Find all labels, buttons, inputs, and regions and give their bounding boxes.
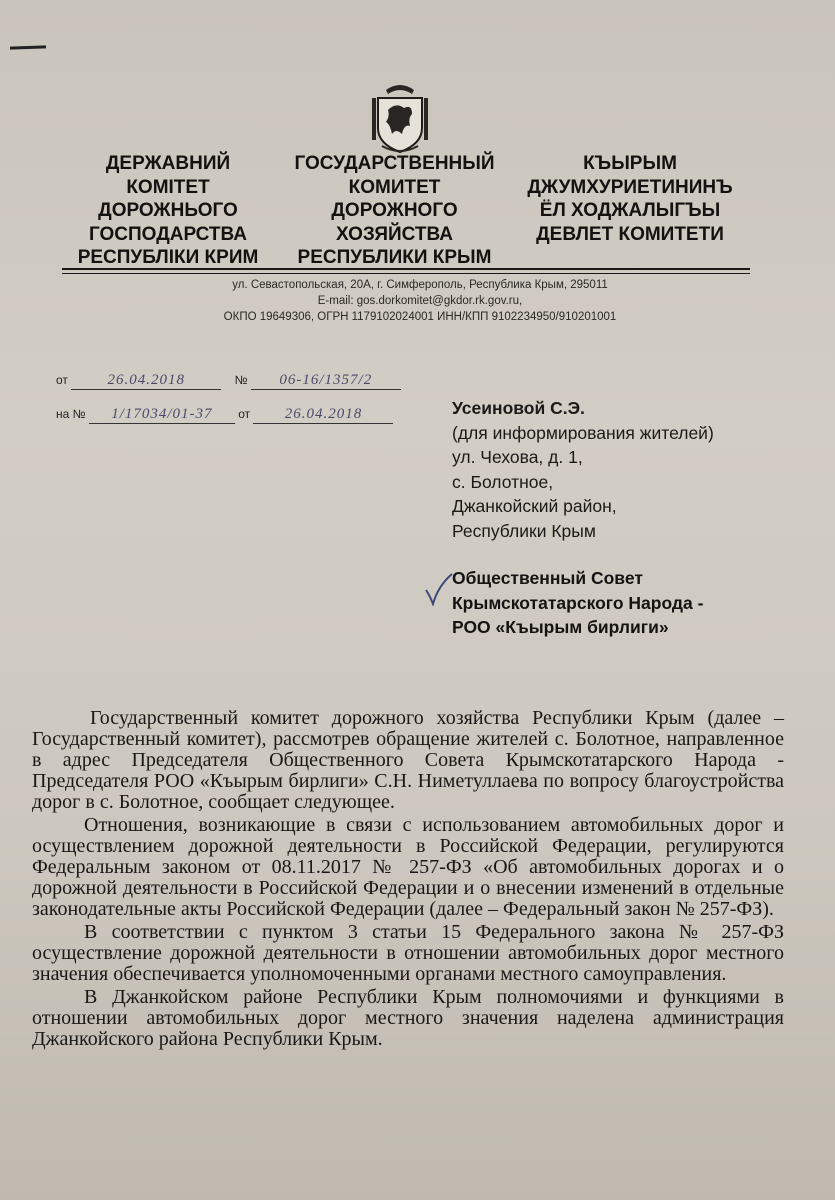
contact-codes: ОКПО 19649306, ОГРН 1179102024001 ИНН/КПП 9102234950/910201001 [223,311,617,323]
header-line: ГОСУДАРСТВЕННЫЙ [294,153,495,174]
ref-from-date: 26.04.2018 [71,372,221,390]
header-line: ХОЗЯЙСТВА [335,223,454,245]
header-line: ДЕВЛЕТ КОМИТЕТИ [536,223,724,245]
recipient-line: ул. Чехова, д. 1, [452,447,583,467]
body-paragraph: Отношения, возникающие в связи с использованием автомобильных дорог и осуществлением дорожной деятельности в Российской Федерации, регулируются Федеральным законом от 08.11.2017 № 257-ФЗ «Об автомобильных дорогах и о дорожной деятельности в Российской Федерации и о внесении изменений в отдельные законодательные акты Российской Федерации (далее – Федеральный закон № 257-ФЗ). [32,814,784,920]
contact-email: E-mail: gos.dorkomitet@gkdor.rk.gov.ru, [317,295,523,307]
recipient-address-2 [452,566,703,640]
header-line: ЁЛ ХОДЖАЛЫГЪЫ [539,200,721,221]
recipient-line: Общественный Совет [452,568,643,588]
in-reply-from-label: от [238,407,251,421]
recipient-line: Джанкойский район, [452,496,617,516]
pen-mark [10,45,46,49]
contact-block [150,277,690,325]
header-line: КЪЫРЫМ [583,153,677,174]
recipient-address-1 [452,396,714,543]
recipient-line: (для информирования жителей) [452,422,714,443]
header-line: ДОРОЖНЬОГО [98,200,238,221]
body-paragraph: Государственный комитет дорожного хозяйства Республики Крым (далее – Государственный комитет), рассмотрев обращение жителей с. Болотное, направленное в адрес Председателя Общественного Совета Крымскотатарского Народа - Председателя РОО «Къырым бирлиги» С.Н. Ниметуллаева по вопросу благоустройства дорог в с. Болотное, сообщает следующее. [32,707,784,813]
recipient-line: Крымскотатарского Народа - [452,592,704,613]
header-ukrainian [58,152,278,270]
letter-body [32,708,784,1052]
header-line: ГОСПОДАРСТВА [88,223,247,245]
header-divider [62,268,750,270]
recipient-name: Усеиновой С.Э. [452,398,585,418]
header-line: ДОРОЖНОГО [331,200,458,221]
header-line: ДЖУМХУРИЕТИНИНЪ [527,176,733,198]
header-line: ДЕРЖАВНИЙ [105,153,231,174]
outgoing-reference [56,372,401,390]
ref-number-label: № [234,373,248,387]
incoming-reference [56,406,393,424]
ref-number: 06-16/1357/2 [251,372,401,390]
recipient-line: РОО «Къырым бирлиги» [452,617,669,637]
header-crimean-tatar [510,152,750,246]
in-reply-number: 1/17034/01-37 [89,406,235,424]
in-reply-label: на № [56,407,86,421]
in-reply-date: 26.04.2018 [253,406,393,424]
body-paragraph: В соответствии с пунктом 3 статьи 15 Федерального закона № 257-ФЗ осуществление дорожной деятельности в отношении автомобильных дорог местного значения обеспечивается уполномоченными органами местного самоуправления. [32,921,784,985]
header-line: РЕСПУБЛІКИ КРИМ [77,247,259,268]
ref-from-label: от [56,373,68,387]
header-line: КОМИТЕТ [348,176,441,198]
header-russian [282,152,507,270]
recipient-line: с. Болотное, [452,471,554,492]
header-divider-thin [62,273,750,274]
header-line: РЕСПУБЛИКИ КРЫМ [297,247,492,268]
body-paragraph: В Джанкойском районе Республики Крым полномочиями и функциями в отношении автомобильных дорог местного значения наделена администрация Джанкойского района Республики Крым. [32,986,784,1050]
recipient-line: Республики Крым [452,520,596,541]
header-line: КОМІТЕТ [126,176,210,198]
contact-address: ул. Севастопольская, 20А, г. Симферополь, Республика Крым, 295011 [232,279,608,291]
checkmark-icon [424,572,454,606]
crimea-coat-of-arms-emblem [368,76,432,156]
